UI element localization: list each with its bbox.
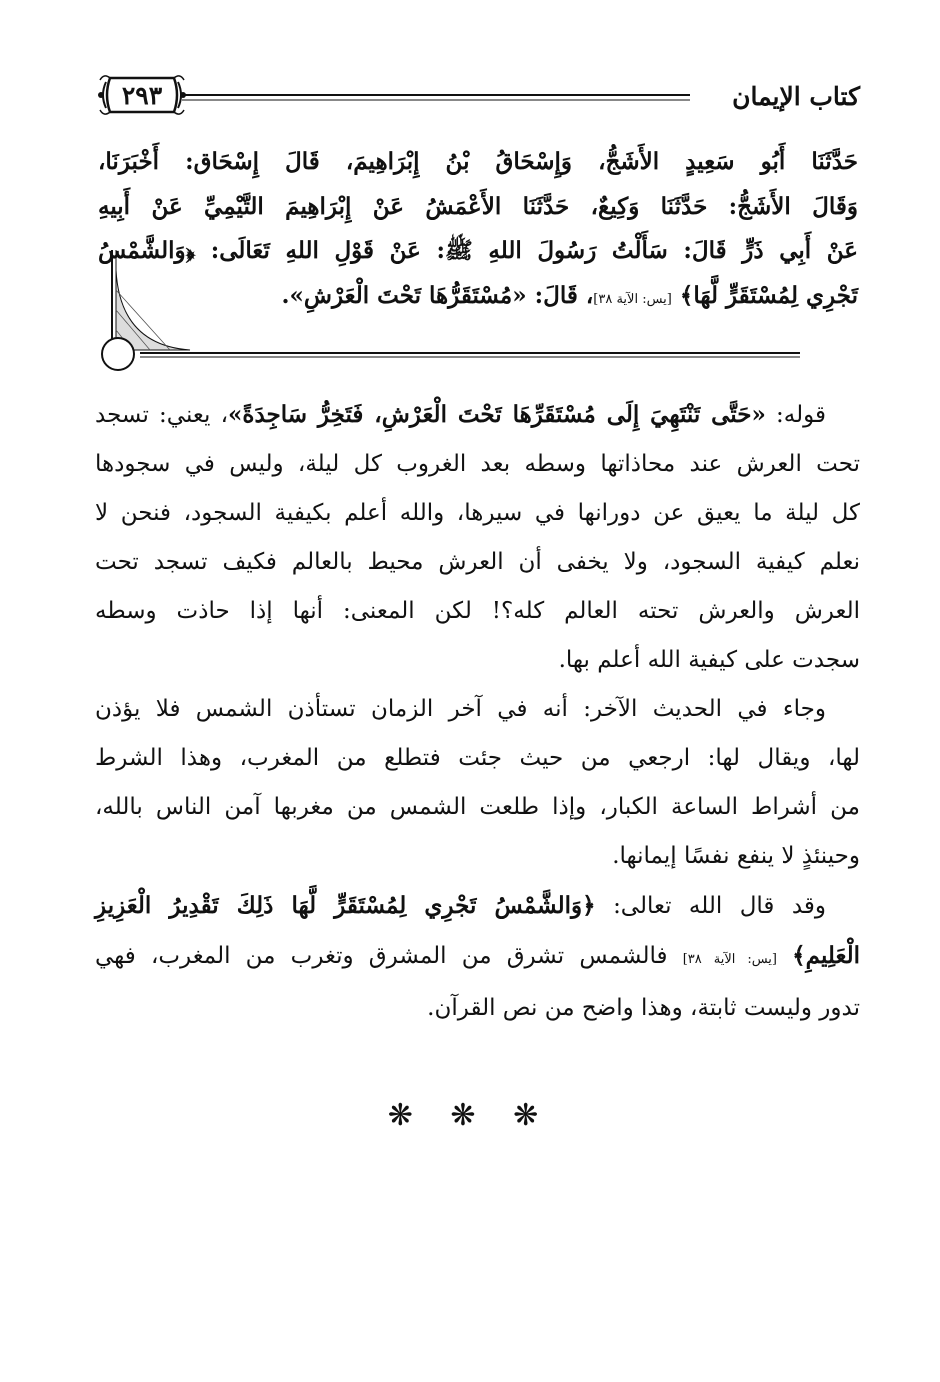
paragraph-line: العرش والعرش تحته العالم كله؟! لكن المعنى: أنها إذا حاذت وسطه bbox=[95, 598, 860, 624]
text-run: فالشمس تشرق من المشرق وتغرب من المغرب، فهي bbox=[95, 943, 668, 969]
book-title: كتاب الإيمان bbox=[732, 82, 860, 111]
quran-verse: الْعَلِيمِ﴾ bbox=[792, 942, 861, 969]
hadith-line: وَقَالَ الأَشَجُّ: حَدَّثَنَا وَكِيعٌ، حَدَّثَنَا الأَعْمَشُ عَنْ إِبْرَاهِيمَ التَّيْمِيِّ عَنْ أَبِيهِ bbox=[98, 192, 858, 220]
paragraph-line: تدور وليست ثابتة، وهذا واضح من نص القرآن. bbox=[427, 995, 860, 1021]
paragraph-line bbox=[95, 931, 860, 984]
paragraph-line: وحينئذٍ لا ينفع نفسًا إيمانها. bbox=[612, 843, 860, 869]
paragraph-line: سجدت على كيفية الله أعلم بها. bbox=[558, 647, 860, 673]
page-number-badge bbox=[96, 70, 188, 120]
verse-reference: [يس: الآية ٣٨] bbox=[593, 291, 672, 307]
paragraph-line bbox=[95, 881, 860, 931]
quran-verse: ﴿وَالشَّمْسُ تَجْرِي لِمُسْتَقَرٍّ لَّهَا ذَلِكَ تَقْدِيرُ الْعَزِيزِ bbox=[95, 892, 596, 919]
hadith-line: حَدَّثَنَا أَبُو سَعِيدٍ الأَشَجُّ، وَإِسْحَاقُ بْنُ إِبْرَاهِيمَ، قَالَ إِسْحَاق: أَخْبَرَنَا، bbox=[98, 148, 858, 175]
text-run: ، يعني: تسجد bbox=[95, 402, 229, 428]
page-number: ٢٩٣ bbox=[121, 80, 163, 110]
hadith-quote: «حَتَّى تَنْتَهِيَ إِلَى مُسْتَقَرِّهَا تَحْتَ الْعَرْشِ، فَتَخِرُّ سَاجِدَةً» bbox=[228, 401, 766, 428]
hadith-line: عَنْ أَبِي ذَرٍّ قَالَ: سَأَلْتُ رَسُولَ اللهِ ﷺ: عَنْ قَوْلِ اللهِ تَعَالَى: ﴿وَالشَّمْسُ bbox=[98, 237, 858, 264]
paragraph-line: نعلم كيفية السجود، ولا يخفى أن العرش محيط بالعالم فكيف تسجد تحت bbox=[95, 549, 860, 575]
quran-verse: تَجْرِي لِمُسْتَقَرٍّ لَّهَا﴾ bbox=[679, 281, 858, 309]
text-run: وقد قال الله تعالى: bbox=[613, 893, 827, 919]
section-separator: ❋ ❋ ❋ bbox=[387, 1098, 553, 1133]
paragraph-line: وجاء في الحديث الآخر: أنه في آخر الزمان تستأذن الشمس فلا يؤذن bbox=[95, 696, 826, 722]
paragraph-line: كل ليلة ما يعيق عن دورانها في سيرها، والله أعلم بكيفية السجود، فنحن لا bbox=[95, 500, 860, 526]
paragraph-line bbox=[95, 390, 860, 440]
paragraph-line: تحت العرش عند محاذاتها وسطه بعد الغروب كل ليلة، وليس في سجودها bbox=[95, 451, 860, 477]
paragraph-line: من أشراط الساعة الكبار، وإذا طلعت الشمس من مغربها آمن الناس بالله، bbox=[95, 794, 860, 820]
paragraph-line: لها، ويقال لها: ارجعي من حيث جئت فتطلع من المغرب، وهذا الشرط bbox=[95, 745, 860, 771]
verse-reference: [يس: الآية ٣٨] bbox=[682, 952, 777, 967]
hadith-answer: ، قَالَ: «مُسْتَقَرُّهَا تَحْتَ الْعَرْشِ». bbox=[281, 281, 594, 309]
corner-ornament bbox=[100, 250, 800, 375]
text-run: قوله: bbox=[776, 402, 826, 428]
commentary bbox=[95, 390, 860, 1033]
